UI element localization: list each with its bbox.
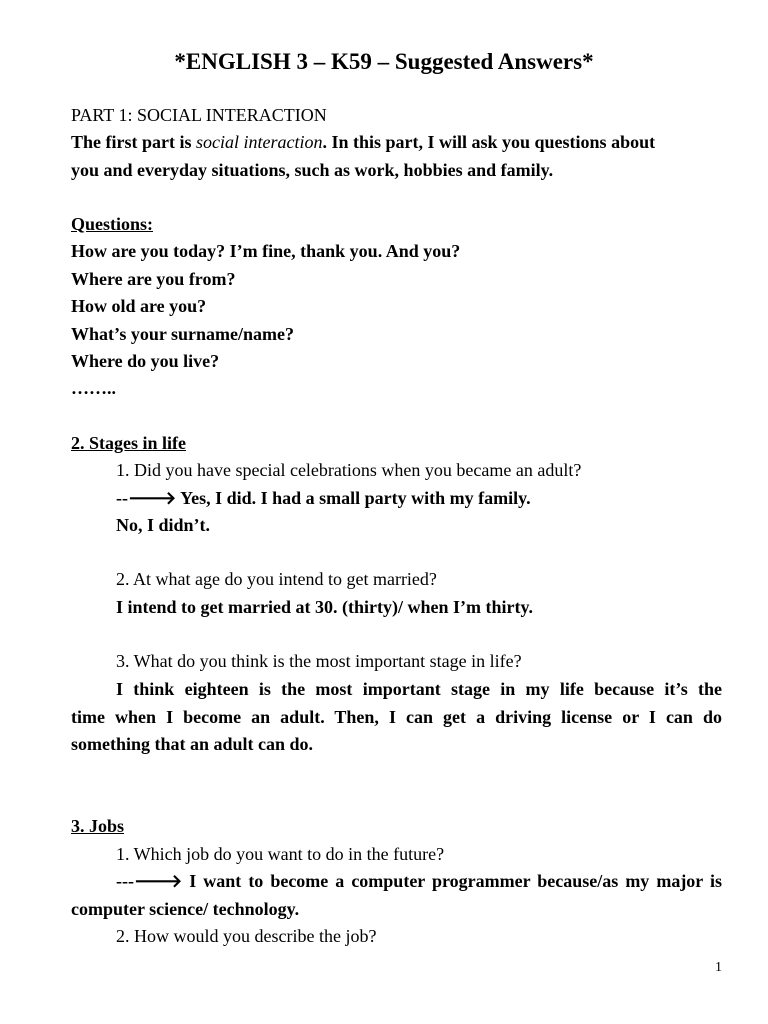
questions-heading: Questions: <box>71 214 154 234</box>
question-ellipsis: …….. <box>71 378 116 398</box>
question-item: How old are you? <box>71 296 207 316</box>
answer-text: Yes, I did. I had a small party with my family. <box>176 488 531 508</box>
arrow-icon: ---🡒 <box>116 871 183 891</box>
part1-heading: PART 1: SOCIAL INTERACTION <box>71 105 327 125</box>
question-item: What’s your surname/name? <box>71 324 295 344</box>
part1-intro-line2: you and everyday situations, such as work, hobbies and family. <box>71 160 554 180</box>
section3-heading: 3. Jobs <box>71 816 125 836</box>
section3-question-1: 1. Which job do you want to do in the future? <box>116 844 445 864</box>
part1-intro-line1 <box>71 129 722 156</box>
question-item: Where are you from? <box>71 269 236 289</box>
section2-question-2: 2. At what age do you intend to get married? <box>116 569 437 589</box>
section3-question-2: 2. How would you describe the job? <box>116 926 377 946</box>
page-number: 1 <box>715 960 722 975</box>
section2-answer-1 <box>116 485 722 512</box>
section2-answer-1-alt: No, I didn’t. <box>116 515 211 535</box>
answer-text: I want to become a computer programmer because/as my major is <box>182 871 722 891</box>
question-item: Where do you live? <box>71 351 220 371</box>
section3-answer-1-line1 <box>116 868 722 895</box>
question-item: How are you today? I’m fine, thank you. And you? <box>71 241 461 261</box>
section2-answer-3-line3: something that an adult can do. <box>71 734 314 754</box>
intro-text-b: . In this part, I will ask you questions about <box>322 132 656 152</box>
section3-answer-1-line2: computer science/ technology. <box>71 899 300 919</box>
arrow-icon: --🡒 <box>116 488 177 508</box>
section2-question-1: 1. Did you have special celebrations when you became an adult? <box>116 460 582 480</box>
intro-emphasis: social interaction <box>196 132 323 152</box>
section2-answer-2: I intend to get married at 30. (thirty)/ when I’m thirty. <box>116 597 533 617</box>
section2-answer-3-line2: time when I become an adult. Then, I can get a driving license or I can do <box>71 707 722 727</box>
document-title: *ENGLISH 3 – K59 – Suggested Answers* <box>174 49 594 74</box>
section2-answer-3-line1: I think eighteen is the most important stage in my life because it’s the <box>116 679 722 699</box>
section2-heading: 2. Stages in life <box>71 433 186 453</box>
intro-text-a: The first part is <box>71 132 196 152</box>
section2-question-3: 3. What do you think is the most important stage in life? <box>116 651 522 671</box>
